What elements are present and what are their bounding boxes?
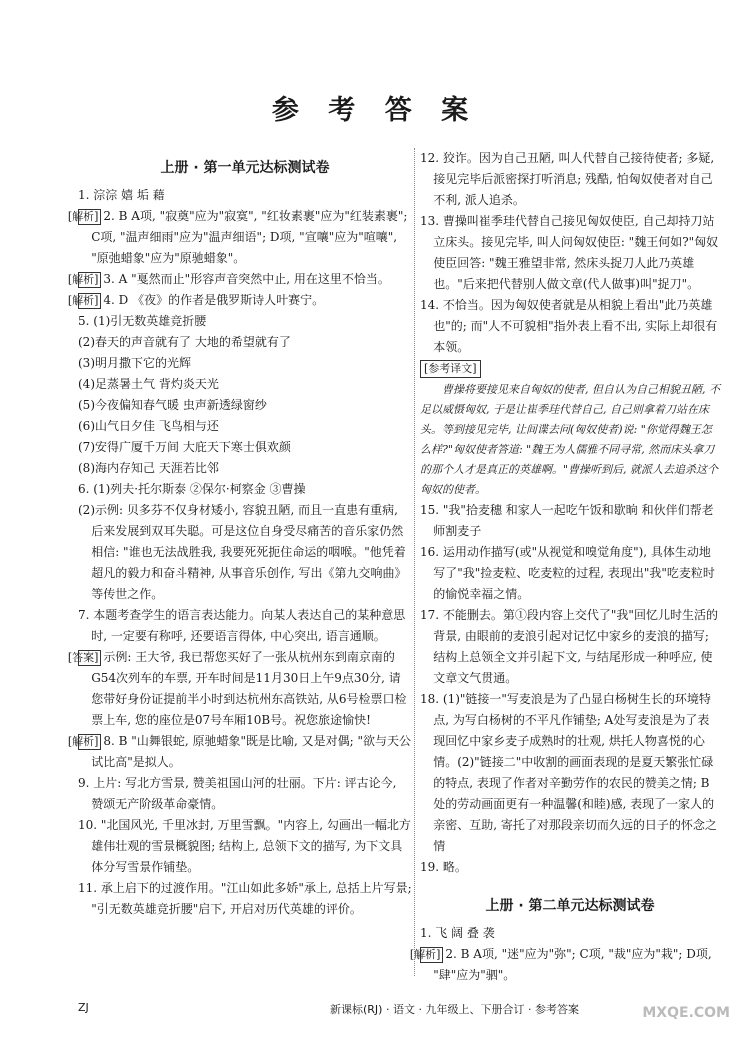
answer-item [420,605,720,689]
answer-item [409,944,720,986]
answer-text: (5)今夜偏知春气暖 虫声新透绿窗纱 [78,398,267,412]
answer-item [78,479,412,500]
answer-text: 7. 本题考查学生的语言表达能力。向某人表达自己的某种意思时, 一定要有称呼, 还要语言得体, 中心突出, 语言通顺。 [78,608,406,643]
analysis-tag: [解析] [78,293,101,309]
answer-text: (2)示例: 贝多芬不仅身材矮小, 容貌丑陋, 而且一直患有重病, 后来发展到双耳失聪。可是这位自身受尽痛苦的音乐家仍然相信: "谁也无法战胜我, 我要死死扼住命运的咽喉。"他凭着超凡的毅力和奋斗精神, 从事音乐创作, 写出《第九交响曲》等传世之作。 [78,503,407,601]
answer-item [420,542,720,605]
answer-text: (7)安得广厦千万间 大庇天下寒士俱欢颜 [78,440,291,454]
answer-text: (4)足蒸暑土气 背灼炎天光 [78,377,219,391]
answer-text: 9. 上片: 写北方雪景, 赞美祖国山河的壮丽。下片: 评古论今, 赞颂无产阶级革命豪情。 [78,776,397,811]
answer-text: 5. (1)引无数英雄竞折腰 [78,314,207,328]
analysis-tag: [解析] [78,734,101,750]
answer-list-left [67,185,412,920]
page-footer [0,999,750,1019]
answer-item [78,605,412,647]
answer-text: (8)海内存知己 天涯若比邻 [78,461,219,475]
watermark-logo: MXQE.COM [642,1005,730,1021]
answer-item [78,416,412,437]
analysis-tag: [解析] [78,272,101,288]
answer-text: 13. 曹操叫崔季珪代替自己接见匈奴使臣, 自己却持刀站立床头。接见完毕, 叫人问匈奴使臣: "魏王何如?"匈奴使臣回答: "魏王雅望非常, 然床头捉刀人此乃英雄也。"后来把代替别人做文章(代人做事)叫"捉刀"。 [420,214,719,291]
answer-item [78,374,412,395]
section-title-unit1: 上册 · 第一单元达标测试卷 [160,160,330,176]
left-column [67,148,412,920]
answer-text: 14. 不恰当。因为匈奴使者就是从相貌上看出"此乃英雄也"的; 而"人不可貌相"指外表上看不出, 实际上却很有本领。 [420,298,718,354]
answer-item [78,437,412,458]
footer-code: ZJ [78,1001,89,1014]
answer-text: 4. D 《夜》的作者是俄罗斯诗人叶赛宁。 [103,293,325,307]
answer-item [78,311,412,332]
answer-text: 12. 狡诈。因为自己丑陋, 叫人代替自己接待使者; 多疑, 接见完毕后派密探打听消息; 残酷, 怕匈奴使者对自己不利, 派人追杀。 [420,151,715,207]
answer-item [78,185,412,206]
answer-text: (3)明月撒下它的光辉 [78,356,191,370]
analysis-tag: [解析] [420,947,443,963]
right-column [409,148,720,986]
answer-text: 19. 略。 [420,860,467,874]
answer-text: 2. B A项, "迷"应为"弥"; C项, "裁"应为"栽"; D项, "肆"应为"驷"。 [433,947,712,982]
answer-item [78,878,412,920]
column-divider [414,148,415,976]
answer-item [67,647,412,731]
analysis-tag: [解析] [78,209,101,225]
answer-item [78,332,412,353]
answer-text: 8. B "山舞银蛇, 原驰蜡象"既是比喻, 又是对偶; "欲与天公试比高"是拟人。 [91,734,411,769]
answer-item [67,731,412,773]
answer-item [67,269,412,290]
answer-item [420,148,720,211]
answer-list-right-3 [409,923,720,986]
answer-item [78,815,412,878]
answer-item [78,773,412,815]
answer-item [420,923,720,944]
answer-item [78,395,412,416]
answer-text: (6)山气日夕佳 飞鸟相与还 [78,419,219,433]
answer-list-right [420,148,720,358]
page-title: 参 考 答 案 [271,95,479,126]
answer-item [420,500,720,542]
answer-text: 3. A "戛然而止"形容声音突然中止, 用在这里不恰当。 [103,272,390,286]
footer-info: 新课标(RJ) · 语文 · 九年级上、下册合订 · 参考答案 [330,1003,579,1016]
answer-text: 6. (1)列夫·托尔斯泰 ②保尔·柯察金 ③曹操 [78,482,306,496]
answer-text: 10. "北国风光, 千里冰封, 万里雪飘。"内容上, 勾画出一幅北方雄伟壮观的雪景概貌图; 结构上, 总领下文的描写, 为下文具体分写雪景作铺垫。 [78,818,411,874]
answer-item [78,500,412,605]
answer-item [78,458,412,479]
answer-item [78,353,412,374]
answer-list-right-2 [420,500,720,878]
answer-text: 11. 承上启下的过渡作用。"江山如此多娇"承上, 总括上片写景; "引无数英雄竞折腰"启下, 开启对历代英雄的评价。 [78,881,412,916]
answer-text: (2)春天的声音就有了 大地的希望就有了 [78,335,291,349]
answer-text: 18. (1)"链接一"写麦浪是为了凸显白杨树生长的环境特点, 为写白杨树的不平凡作铺垫; A处写麦浪是为了表现回忆中家乡麦子成熟时的壮观, 烘托人物喜悦的心情。(2)"链接二"中收割的画面表现的是夏天繁张忙碌的特点, 表现了作者对辛勤劳作的农民的赞美之情; B处的劳动画面更有一种温馨(和睦)感, 表现了一家人的亲密、互助, 寄托了对那段亲切而久远的日子的怀念之情 [420,692,717,853]
answer-text: 15. "我"拾麦穗 和家人一起吃午饭和歇晌 和伙伴们帮老师割麦子 [420,503,714,538]
answer-item [67,206,412,269]
answer-text: 1. 飞 阔 叠 袭 [420,926,495,940]
answer-text: 1. 淙淙 嬉 垢 藉 [78,188,165,202]
answer-item [420,295,720,358]
translation-block [420,358,720,500]
analysis-tag: [答案] [78,650,101,666]
answer-item [420,689,720,857]
answer-text: 2. B A项, "寂奠"应为"寂寞", "红妆素裹"应为"红装素裹"; C项, "温声细雨"应为"温声细语"; D项, "宣嚷"应为"喧嚷", "原弛蜡象"应为"原驰蜡象"。 [91,209,408,265]
answer-item [67,290,412,311]
translation-tag: [参考译文] [420,360,481,378]
translation-text: 曹操将要接见来自匈奴的使者, 但自认为自己相貌丑陋, 不足以威慑匈奴, 于是让崔季珪代替自己, 自己则拿着刀站在床头。等到接见完毕, 让间谍去问(匈奴使者)说: "你觉得魏王怎么样?"匈奴使者答道: "魏王为人儒雅不同寻常, 然而床头拿刀的那个人才是真正的英雄啊。"曹操听到后, 就派人去追杀这个匈奴的使者。 [420,383,720,496]
answer-item [420,857,720,878]
answer-text: 16. 运用动作描写(或"从视觉和嗅觉角度"), 具体生动地写了"我"捡麦粒、吃麦粒的过程, 表现出"我"吃麦粒时的愉悦幸福之情。 [420,545,715,601]
section-title-unit2: 上册 · 第二单元达标测试卷 [485,898,655,914]
answer-text: 17. 不能删去。第①段内容上交代了"我"回忆儿时生活的背景, 由眼前的麦浪引起对记忆中家乡的麦浪的描写; 结构上总领全文并引起下文, 与结尾形成一种呼应, 使文章文气贯通。 [420,608,718,685]
answer-text: 示例: 王大爷, 我已帮您买好了一张从杭州东到南京南的G54次列车的车票, 开车时间是11月30日上午9点30分, 请您带好身份证提前半小时到达杭州东高铁站, 从6号检票口检票上车, 您的座位是07号车厢10B号。祝您旅途愉快! [91,650,407,727]
answer-item [420,211,720,295]
